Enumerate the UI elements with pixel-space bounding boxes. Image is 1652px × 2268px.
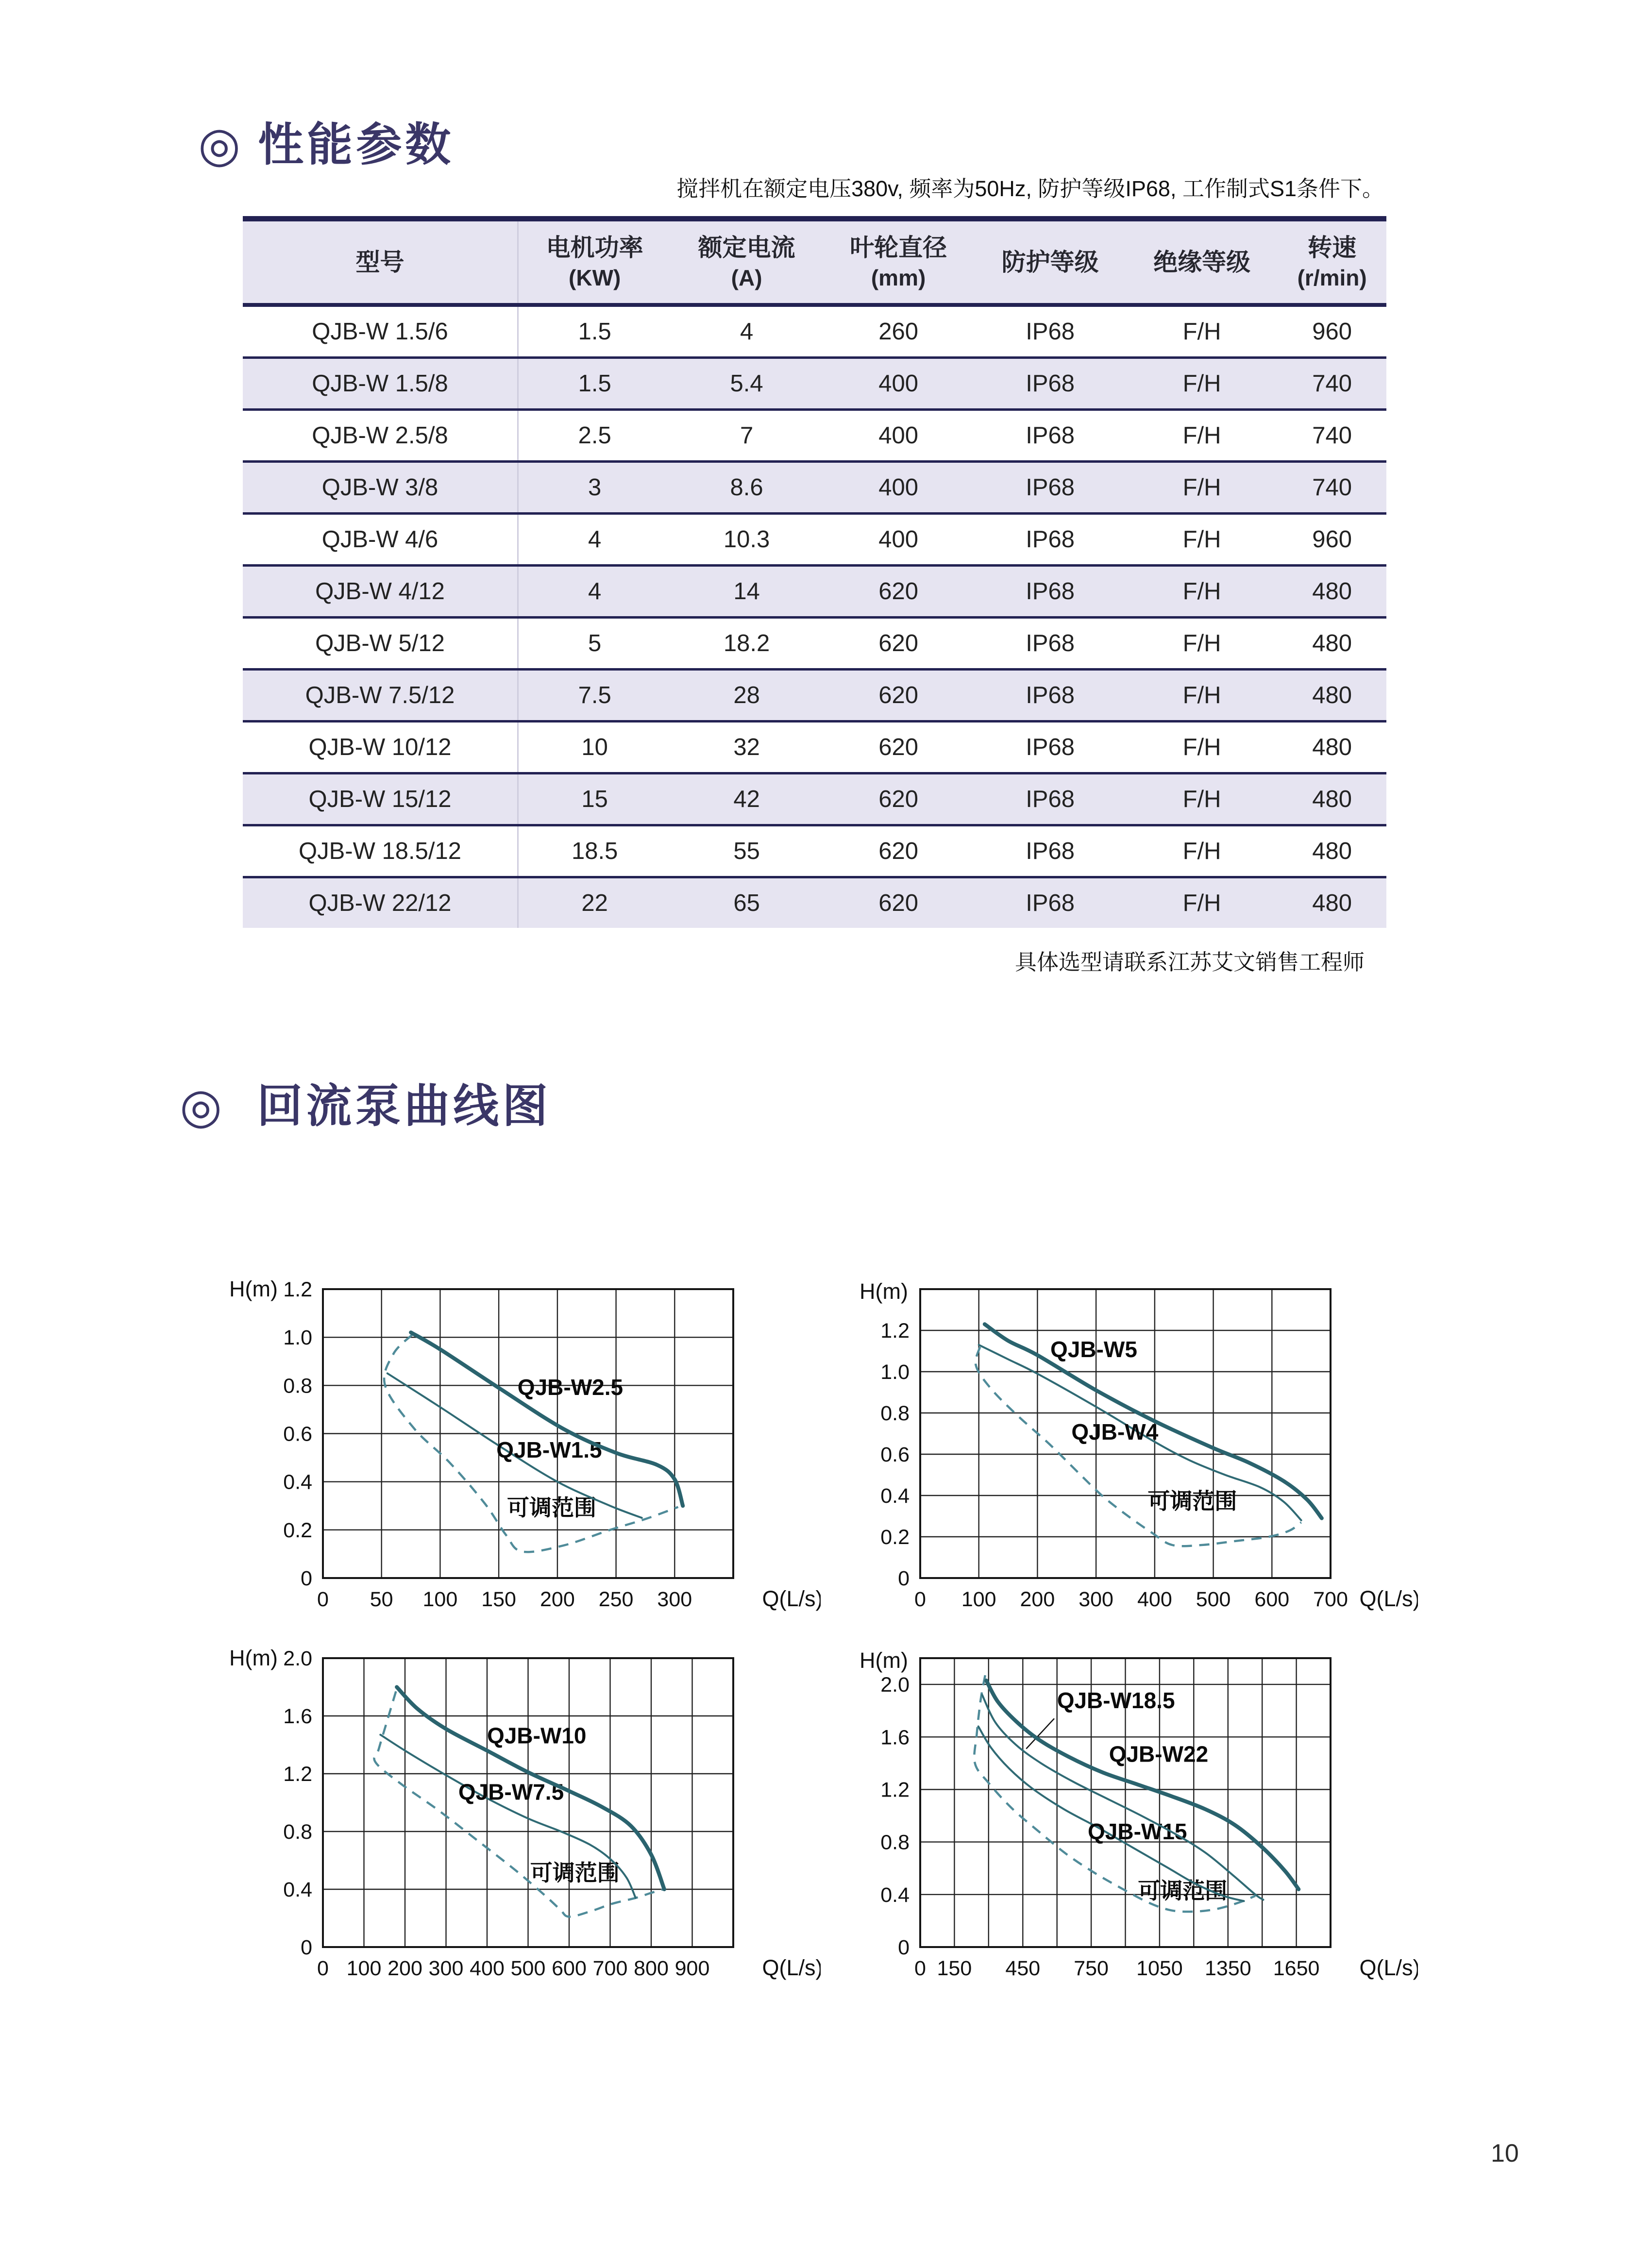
- header-cell: [1126, 219, 1278, 305]
- x-axis-label: Q(L/s): [1359, 1955, 1418, 1980]
- table-row: [243, 462, 1386, 514]
- bullseye-icon: ◎: [198, 116, 241, 173]
- header-cell: [974, 219, 1126, 305]
- value-cell: 28: [671, 670, 823, 722]
- y-tick-label: 0.4: [283, 1878, 312, 1901]
- x-tick-label: 0: [317, 1588, 329, 1611]
- y-tick-label: 0: [898, 1936, 910, 1959]
- value-cell: 960: [1278, 514, 1386, 566]
- header-unit: (mm): [871, 265, 926, 290]
- value-cell: F/H: [1126, 514, 1278, 566]
- x-tick-label: 1050: [1136, 1957, 1183, 1980]
- y-tick-label: 0.8: [283, 1374, 312, 1398]
- value-cell: 740: [1278, 358, 1386, 410]
- value-cell: 480: [1278, 670, 1386, 722]
- x-tick-label: 700: [1313, 1588, 1348, 1611]
- curve-label-adjustable-range: 可调范围: [1147, 1488, 1237, 1514]
- value-cell: 1.5: [518, 358, 671, 410]
- value-cell: IP68: [974, 566, 1126, 618]
- value-cell: F/H: [1126, 825, 1278, 877]
- y-tick-label: 1.2: [880, 1319, 910, 1343]
- x-tick-label: 400: [1137, 1588, 1172, 1611]
- value-cell: 740: [1278, 410, 1386, 462]
- value-cell: 620: [823, 773, 975, 825]
- x-tick-label: 300: [657, 1588, 692, 1611]
- value-cell: IP68: [974, 358, 1126, 410]
- table-row: [243, 410, 1386, 462]
- value-cell: 2.5: [518, 410, 671, 462]
- value-cell: 400: [823, 462, 975, 514]
- header-label: 转速: [1308, 234, 1357, 261]
- x-axis-label: Q(L/s): [762, 1955, 821, 1980]
- x-tick-label: 500: [510, 1957, 546, 1980]
- value-cell: 18.2: [671, 618, 823, 670]
- y-tick-label: 0: [301, 1567, 312, 1590]
- section-title-text: 回流泵曲线图: [257, 1080, 552, 1131]
- value-cell: 400: [823, 514, 975, 566]
- curve-qjb-w18.5: [982, 1695, 1264, 1900]
- value-cell: 15: [518, 773, 671, 825]
- y-tick-label: 2.0: [880, 1673, 910, 1697]
- pump-curve-plot: [228, 1262, 821, 1631]
- spec-table-body: [243, 305, 1386, 928]
- value-cell: 7: [671, 410, 823, 462]
- header-unit: (r/min): [1297, 265, 1367, 290]
- header-cell: [518, 219, 671, 305]
- value-cell: IP68: [974, 305, 1126, 358]
- value-cell: IP68: [974, 773, 1126, 825]
- curve-label-qjb-w5: QJB-W5: [1050, 1337, 1137, 1362]
- section-title-performance: [198, 116, 455, 173]
- value-cell: 480: [1278, 773, 1386, 825]
- model-cell: QJB-W 2.5/8: [243, 410, 518, 462]
- x-tick-label: 0: [317, 1957, 329, 1980]
- section-title-text: 性能参数: [258, 119, 455, 170]
- table-row: [243, 618, 1386, 670]
- value-cell: 55: [671, 825, 823, 877]
- x-tick-label: 200: [540, 1588, 575, 1611]
- curve-label-qjb-w1.5: QJB-W1.5: [496, 1437, 602, 1463]
- value-cell: 1.5: [518, 305, 671, 358]
- y-tick-label: 1.0: [880, 1361, 910, 1384]
- model-cell: QJB-W 3/8: [243, 462, 518, 514]
- value-cell: F/H: [1126, 618, 1278, 670]
- value-cell: 480: [1278, 566, 1386, 618]
- header-cell: [671, 219, 823, 305]
- header-label: 电机功率: [546, 234, 643, 261]
- value-cell: 740: [1278, 462, 1386, 514]
- value-cell: 3: [518, 462, 671, 514]
- value-cell: 480: [1278, 825, 1386, 877]
- value-cell: 10: [518, 722, 671, 773]
- x-tick-label: 1650: [1273, 1957, 1320, 1980]
- model-cell: QJB-W 1.5/8: [243, 358, 518, 410]
- value-cell: 480: [1278, 722, 1386, 773]
- pump-curve-plot: [826, 1262, 1418, 1631]
- value-cell: 4: [671, 305, 823, 358]
- model-cell: QJB-W 1.5/6: [243, 305, 518, 358]
- value-cell: IP68: [974, 410, 1126, 462]
- value-cell: F/H: [1126, 670, 1278, 722]
- test-condition-note: 搅拌机在额定电压380v, 频率为50Hz, 防护等级IP68, 工作制式S1条件下。: [676, 176, 1384, 201]
- table-row: [243, 305, 1386, 358]
- x-tick-label: 100: [422, 1588, 458, 1611]
- x-tick-label: 100: [346, 1957, 382, 1980]
- value-cell: 8.6: [671, 462, 823, 514]
- value-cell: 960: [1278, 305, 1386, 358]
- header-row: [243, 219, 1386, 305]
- value-cell: 620: [823, 670, 975, 722]
- model-cell: QJB-W 15/12: [243, 773, 518, 825]
- header-label: 额定电流: [698, 234, 795, 261]
- value-cell: IP68: [974, 462, 1126, 514]
- value-cell: 18.5: [518, 825, 671, 877]
- value-cell: F/H: [1126, 722, 1278, 773]
- y-axis-label: H(m): [229, 1277, 278, 1301]
- curve-label-qjb-w2.5: QJB-W2.5: [517, 1375, 624, 1400]
- x-tick-label: 600: [552, 1957, 587, 1980]
- value-cell: IP68: [974, 722, 1126, 773]
- header-cell: [1278, 219, 1386, 305]
- chart-4: [826, 1631, 1418, 2000]
- value-cell: IP68: [974, 670, 1126, 722]
- model-cell: QJB-W 18.5/12: [243, 825, 518, 877]
- x-tick-label: 300: [1079, 1588, 1113, 1611]
- model-cell: QJB-W 7.5/12: [243, 670, 518, 722]
- table-row: [243, 773, 1386, 825]
- model-cell: QJB-W 5/12: [243, 618, 518, 670]
- value-cell: 22: [518, 877, 671, 928]
- value-cell: 620: [823, 618, 975, 670]
- header-unit: (KW): [569, 265, 621, 290]
- table-row: [243, 566, 1386, 618]
- x-tick-label: 250: [598, 1588, 634, 1611]
- value-cell: IP68: [974, 825, 1126, 877]
- y-tick-label: 0: [301, 1936, 312, 1959]
- y-tick-label: 0.2: [283, 1518, 312, 1542]
- x-tick-label: 300: [428, 1957, 464, 1980]
- value-cell: 4: [518, 514, 671, 566]
- value-cell: 5.4: [671, 358, 823, 410]
- x-tick-label: 200: [1020, 1588, 1055, 1611]
- curve-adjustable-range: [976, 1347, 1301, 1546]
- chart-2: [826, 1262, 1418, 1631]
- curve-qjb-w2.5: [411, 1332, 683, 1506]
- table-row: [243, 877, 1386, 928]
- value-cell: F/H: [1126, 773, 1278, 825]
- x-tick-label: 400: [470, 1957, 505, 1980]
- y-tick-label: 0.4: [880, 1484, 910, 1508]
- x-tick-label: 500: [1196, 1588, 1231, 1611]
- x-tick-label: 450: [1005, 1957, 1041, 1980]
- table-row: [243, 514, 1386, 566]
- table-footnote: 具体选型请联系江苏艾文销售工程师: [1014, 950, 1365, 974]
- x-tick-label: 900: [674, 1957, 710, 1980]
- header-label: 叶轮直径: [850, 234, 947, 261]
- chart-3: [228, 1631, 821, 2000]
- x-axis-label: Q(L/s): [1359, 1586, 1418, 1611]
- section-title-curves: [180, 1077, 552, 1134]
- y-tick-label: 0.8: [283, 1820, 312, 1844]
- y-tick-label: 1.6: [880, 1726, 910, 1749]
- table-row: [243, 825, 1386, 877]
- table-row: [243, 670, 1386, 722]
- page-number: 10: [1491, 2139, 1519, 2167]
- value-cell: F/H: [1126, 410, 1278, 462]
- value-cell: F/H: [1126, 877, 1278, 928]
- y-tick-label: 0.6: [880, 1443, 910, 1466]
- y-tick-label: 1.6: [283, 1705, 312, 1728]
- value-cell: 10.3: [671, 514, 823, 566]
- value-cell: 480: [1278, 877, 1386, 928]
- header-label: 防护等级: [1001, 248, 1099, 276]
- curve-label-qjb-w7.5: QJB-W7.5: [458, 1779, 564, 1805]
- header-label: 型号: [355, 248, 405, 276]
- x-tick-label: 700: [592, 1957, 628, 1980]
- model-cell: QJB-W 22/12: [243, 877, 518, 928]
- y-tick-label: 0: [898, 1567, 910, 1590]
- value-cell: 620: [823, 722, 975, 773]
- curve-label-adjustable-range: 可调范围: [1138, 1878, 1228, 1903]
- value-cell: 5: [518, 618, 671, 670]
- x-axis-label: Q(L/s): [762, 1586, 821, 1611]
- value-cell: 4: [518, 566, 671, 618]
- y-axis-label: H(m): [860, 1279, 908, 1304]
- value-cell: 260: [823, 305, 975, 358]
- curve-label-qjb-w22: QJB-W22: [1109, 1741, 1209, 1767]
- x-tick-label: 200: [388, 1957, 422, 1980]
- value-cell: 480: [1278, 618, 1386, 670]
- header-unit: (A): [731, 265, 762, 290]
- y-tick-label: 0.4: [283, 1470, 312, 1494]
- value-cell: F/H: [1126, 566, 1278, 618]
- value-cell: 620: [823, 566, 975, 618]
- y-tick-label: 0.8: [880, 1402, 910, 1425]
- value-cell: IP68: [974, 877, 1126, 928]
- x-tick-label: 0: [914, 1588, 926, 1611]
- x-tick-label: 800: [634, 1957, 669, 1980]
- curve-label-qjb-w10: QJB-W10: [487, 1723, 587, 1748]
- y-tick-label: 0.8: [880, 1831, 910, 1854]
- value-cell: 42: [671, 773, 823, 825]
- header-label: 绝缘等级: [1153, 248, 1251, 276]
- value-cell: 620: [823, 825, 975, 877]
- x-tick-label: 0: [914, 1957, 926, 1980]
- curve-label-adjustable-range: 可调范围: [507, 1495, 596, 1521]
- value-cell: 400: [823, 410, 975, 462]
- y-axis-label: H(m): [860, 1648, 908, 1673]
- value-cell: F/H: [1126, 305, 1278, 358]
- y-tick-label: 2.0: [283, 1647, 312, 1670]
- chart-1: [228, 1262, 821, 1631]
- pump-curve-plot: [826, 1631, 1418, 2000]
- x-tick-label: 50: [370, 1588, 393, 1611]
- y-tick-label: 0.6: [283, 1422, 312, 1446]
- y-tick-label: 1.2: [880, 1778, 910, 1802]
- table-row: [243, 358, 1386, 410]
- y-tick-label: 0.4: [880, 1883, 910, 1907]
- value-cell: 620: [823, 877, 975, 928]
- value-cell: 400: [823, 358, 975, 410]
- spec-table: [243, 216, 1386, 928]
- x-tick-label: 150: [937, 1957, 972, 1980]
- x-tick-label: 600: [1254, 1588, 1290, 1611]
- table-row: [243, 722, 1386, 773]
- y-tick-label: 1.2: [283, 1763, 312, 1786]
- model-cell: QJB-W 4/6: [243, 514, 518, 566]
- value-cell: 32: [671, 722, 823, 773]
- spec-table-head: [243, 219, 1386, 305]
- x-tick-label: 100: [961, 1588, 996, 1611]
- model-cell: QJB-W 10/12: [243, 722, 518, 773]
- y-tick-label: 1.0: [283, 1326, 312, 1350]
- x-tick-label: 1350: [1204, 1957, 1251, 1980]
- pump-curve-plot: [228, 1631, 821, 2000]
- y-axis-label: H(m): [229, 1646, 278, 1670]
- y-tick-label: 1.2: [283, 1278, 312, 1301]
- x-tick-label: 750: [1074, 1957, 1109, 1980]
- curve-label-qjb-w4: QJB-W4: [1071, 1419, 1159, 1445]
- value-cell: 14: [671, 566, 823, 618]
- model-cell: QJB-W 4/12: [243, 566, 518, 618]
- value-cell: IP68: [974, 514, 1126, 566]
- value-cell: 7.5: [518, 670, 671, 722]
- curve-label-adjustable-range: 可调范围: [530, 1860, 620, 1886]
- header-cell: [823, 219, 975, 305]
- value-cell: IP68: [974, 618, 1126, 670]
- y-tick-label: 0.2: [880, 1526, 910, 1549]
- bullseye-icon: ◎: [180, 1077, 222, 1134]
- curve-label-qjb-w18.5: QJB-W18.5: [1057, 1687, 1175, 1713]
- header-cell: [243, 219, 518, 305]
- curve-label-qjb-w15: QJB-W15: [1088, 1819, 1187, 1845]
- x-tick-label: 150: [481, 1588, 516, 1611]
- value-cell: F/H: [1126, 358, 1278, 410]
- value-cell: F/H: [1126, 462, 1278, 514]
- value-cell: 65: [671, 877, 823, 928]
